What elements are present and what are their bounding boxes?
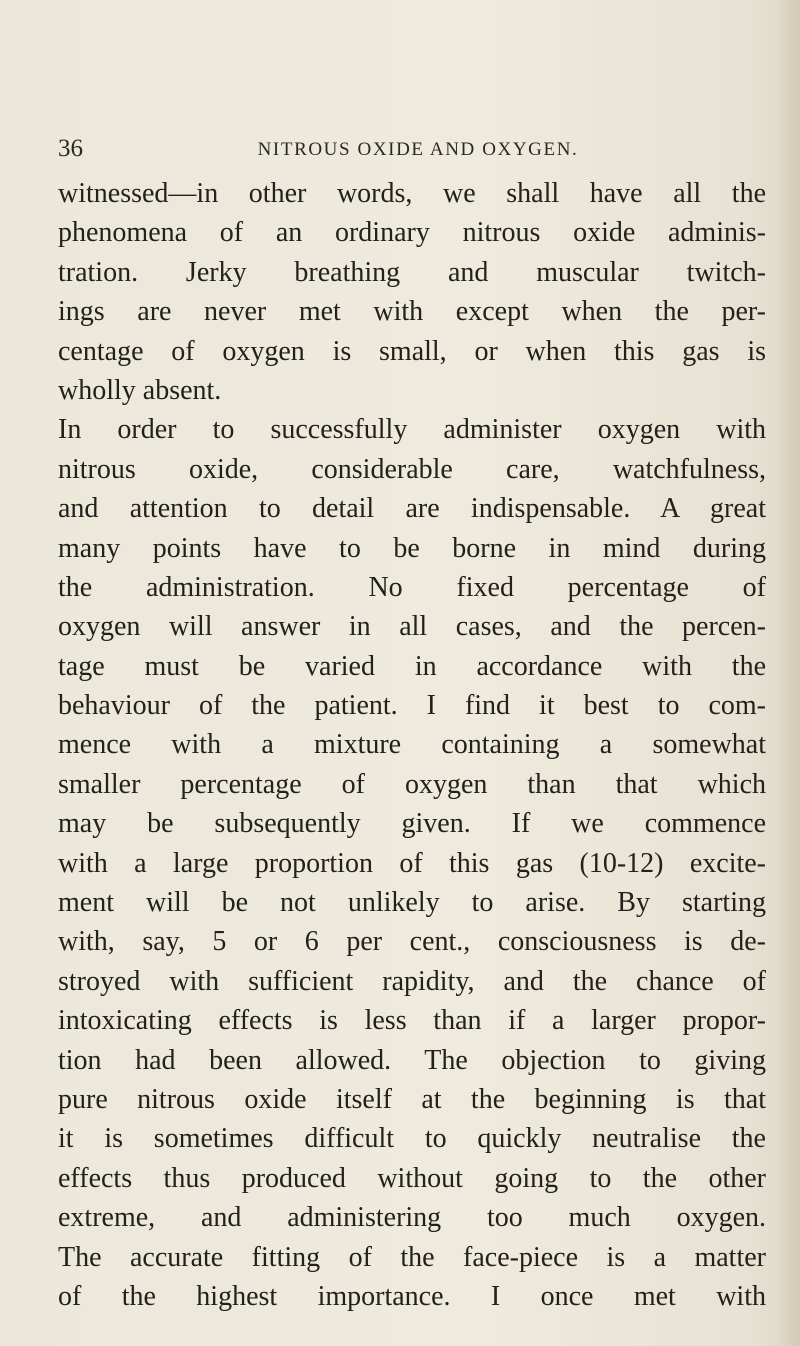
text-line: pure nitrous oxide itself at the beginning is that [58,1083,766,1115]
text-line: ment will be not unlikely to arise. By starting [58,887,766,919]
text-line: may be subsequently given. If we commence [58,808,766,840]
text-line: witnessed—in other words, we shall have all the [58,178,766,209]
page-edge-shadow [778,0,800,1346]
text-line: nitrous oxide, considerable care, watchfulness, [58,453,766,485]
text-line: stroyed with sufficient rapidity, and the chance of [58,965,766,997]
text-line: ings are never met with except when the per- [58,296,766,328]
text-line: extreme, and administering too much oxygen. [58,1202,766,1234]
text-line: phenomena of an ordinary nitrous oxide adminis- [58,217,766,249]
text-line: effects thus produced without going to the other [58,1162,766,1194]
text-line: it is sometimes difficult to quickly neutralise the [58,1123,766,1155]
page-header [58,133,758,173]
text-line: oxygen will answer in all cases, and the percen- [58,611,766,643]
text-line: many points have to be borne in mind during [58,532,766,564]
page-number: 36 [58,135,83,162]
text-line: with, say, 5 or 6 per cent., consciousness is de- [58,926,766,958]
text-line: with a large proportion of this gas (10-12) excite- [58,847,766,879]
text-line: tration. Jerky breathing and muscular twitch- [58,256,766,288]
text-line: centage of oxygen is small, or when this gas is [58,335,766,367]
text-line: wholly absent. [58,374,222,406]
text-line: and attention to detail are indispensable. A great [58,493,766,525]
text-line: the administration. No fixed percentage of [58,571,766,603]
text-line: tage must be varied in accordance with the [58,650,766,682]
text-line: tion had been allowed. The objection to giving [58,1044,766,1076]
body-text [58,174,766,1316]
running-title: NITROUS OXIDE AND OXYGEN. [257,139,579,160]
text-line: mence with a mixture containing a somewhat [58,729,766,761]
text-line: The accurate fitting of the face-piece is a matter [58,1241,766,1273]
text-line: smaller percentage of oxygen than that which [58,768,766,800]
text-line: intoxicating effects is less than if a larger propor- [58,1005,766,1037]
text-line: of the highest importance. I once met with [58,1280,766,1312]
text-line: In order to successfully administer oxygen with [58,414,766,446]
text-line: behaviour of the patient. I find it best to com- [58,690,766,722]
